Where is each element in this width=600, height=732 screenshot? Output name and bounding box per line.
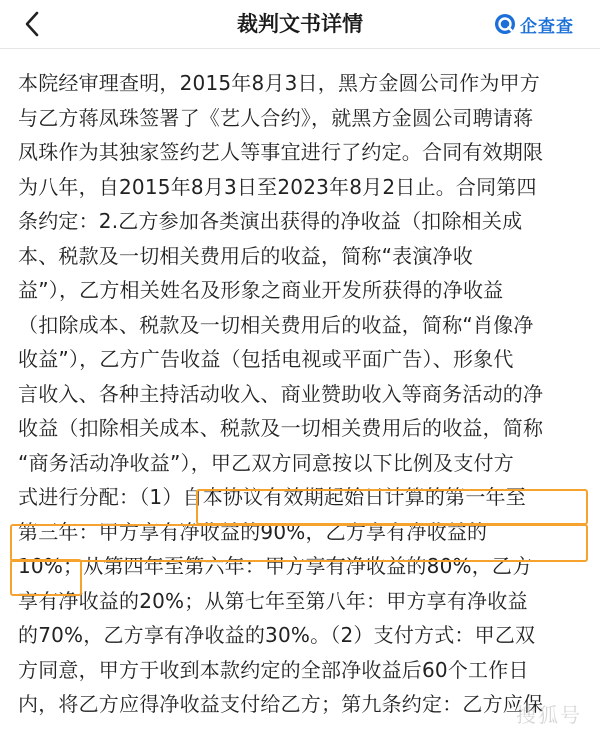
line-6: 本、税款及一切相关费用后的收益，简称“表演净收	[18, 243, 473, 268]
line-10: 言收入、各种主持活动收入、商业赞助收入等商务活动的净	[18, 381, 544, 406]
brand-logo[interactable]	[494, 12, 574, 36]
line-8: （扣除成本、税款及一切相关费用后的收益，简称“肖像净	[18, 312, 534, 337]
line-7: 益”），乙方相关姓名及形象之商业开发所获得的净收益	[18, 278, 504, 302]
line-17: 的70%，乙方享有净收益的30%。（2）支付方式：甲乙双	[18, 623, 536, 647]
line-18: 方同意，甲方于收到本款约定的全部净收益后60个工作日	[18, 657, 529, 682]
line-3: 凤珠作为其独家签约艺人等事宜进行了约定。合同有效期限	[18, 140, 544, 164]
line-4: 为八年，自2015年8月3日至2023年8月2日止。合同第四	[18, 174, 537, 199]
brand-name: 企查查	[520, 16, 574, 37]
watermark: 搜狐号	[516, 703, 582, 727]
line-12: “商务活动净收益”），甲乙双方同意按以下比例及支付方	[18, 450, 514, 475]
line-19: 内，将乙方应得净收益支付给乙方；第九条约定：乙方应保	[18, 692, 544, 716]
page-title: 裁判文书详情	[237, 12, 363, 36]
document-body	[18, 66, 586, 722]
line-15: 10%；从第四年至第六年：甲方享有净收益的80%，乙方	[18, 554, 533, 578]
top-nav-bar	[0, 0, 600, 49]
line-1: 本院经审理查明，2015年8月3日，黑方金圆公司作为甲方	[18, 71, 540, 95]
line-5: 条约定：2.乙方参加各类演出获得的净收益（扣除相关成	[18, 209, 523, 233]
line-11: 收益（扣除相关成本、税款及一切相关费用后的收益，简称	[18, 416, 544, 440]
line-13: 式进行分配：（1）自本协议有效期起始日计算的第一年至	[18, 485, 526, 509]
qcc-logo-icon	[494, 13, 516, 35]
line-16: 享有净收益的20%；从第七年至第八年：甲方享有净收益	[18, 588, 528, 613]
line-9: 收益”），乙方广告收益（包括电视或平面广告）、形象代	[18, 347, 514, 371]
line-2: 与乙方蒋凤珠签署了《艺人合约》，就黑方金圆公司聘请蒋	[18, 105, 534, 130]
line-14: 第三年：甲方享有净收益的90%，乙方享有净收益的	[18, 519, 488, 544]
